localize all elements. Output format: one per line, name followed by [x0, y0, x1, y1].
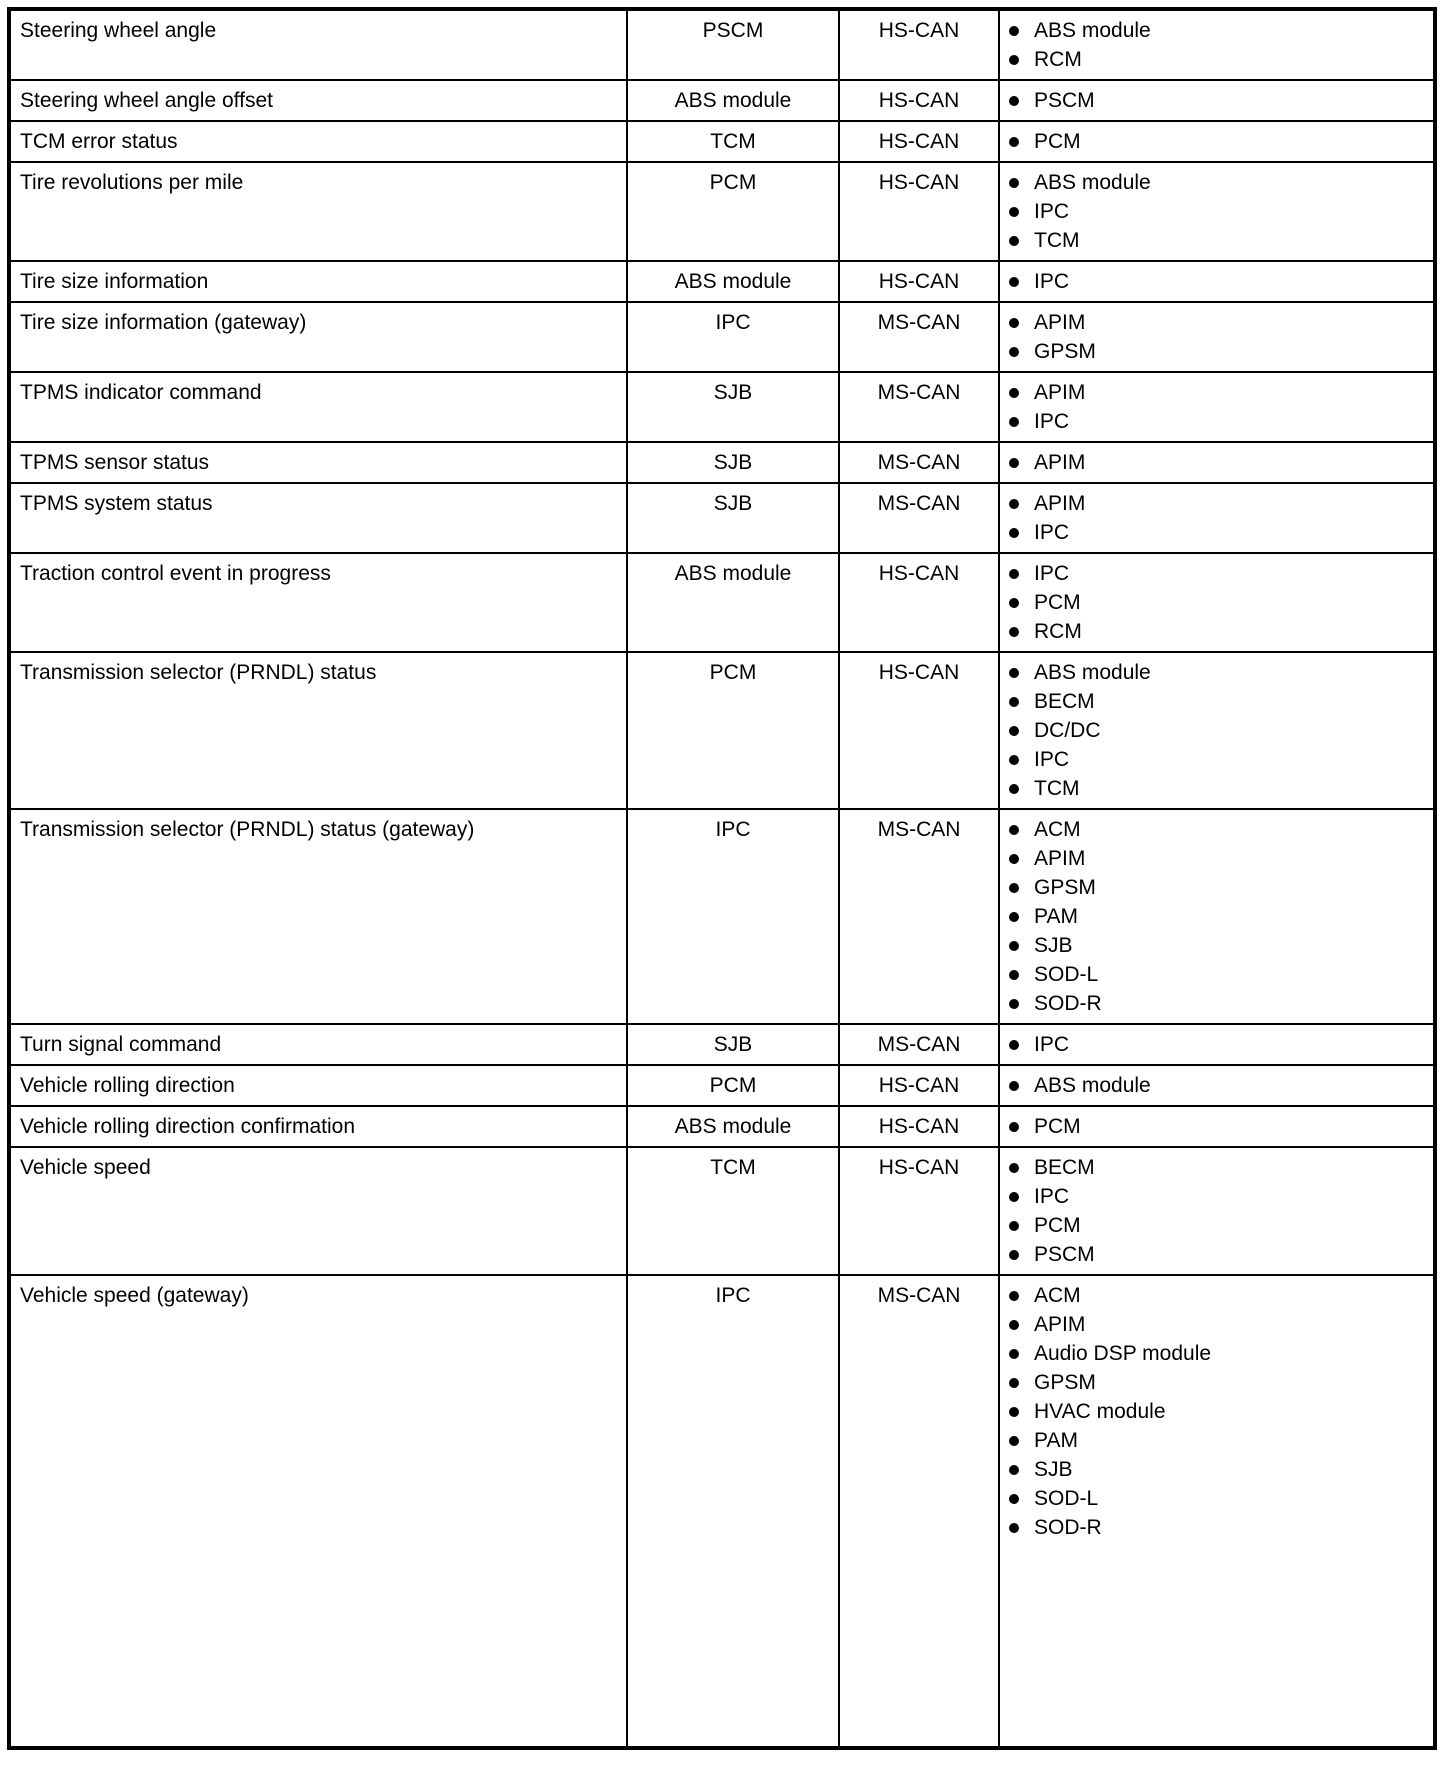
table-row	[9, 261, 1435, 302]
bullet-icon	[1009, 96, 1019, 106]
receiver-label: IPC	[1034, 1185, 1070, 1208]
bullet-icon	[1009, 1320, 1019, 1330]
origin-module-cell: PCM	[627, 162, 839, 261]
receiver-item	[1009, 16, 1424, 45]
network-cell: HS-CAN	[839, 162, 999, 261]
origin-module-cell: ABS module	[627, 80, 839, 121]
table-row	[9, 652, 1435, 809]
bullet-icon	[1009, 627, 1019, 637]
receiver-label: APIM	[1034, 381, 1086, 404]
receiver-item	[1009, 658, 1424, 687]
receiver-item	[1009, 716, 1424, 745]
receiver-item	[1009, 86, 1424, 115]
network-cell: MS-CAN	[839, 302, 999, 372]
bullet-icon	[1009, 854, 1019, 864]
receiver-label: PCM	[1034, 130, 1081, 153]
message-cell: Turn signal command	[9, 1024, 627, 1065]
bullet-icon	[1009, 1221, 1019, 1231]
receiver-item	[1009, 687, 1424, 716]
receiver-label: RCM	[1034, 48, 1082, 71]
table-row	[9, 1147, 1435, 1275]
receiver-label: ABS module	[1034, 171, 1151, 194]
network-cell: HS-CAN	[839, 553, 999, 652]
table-row	[9, 809, 1435, 1024]
receiver-label: IPC	[1034, 562, 1070, 585]
network-cell: HS-CAN	[839, 121, 999, 162]
receiver-item	[1009, 45, 1424, 74]
message-cell: Vehicle speed (gateway)	[9, 1275, 627, 1748]
receiver-label: IPC	[1034, 1033, 1070, 1056]
receiver-item	[1009, 1240, 1424, 1269]
message-cell: Traction control event in progress	[9, 553, 627, 652]
receiver-label: APIM	[1034, 451, 1086, 474]
receiver-label: IPC	[1034, 270, 1070, 293]
bullet-icon	[1009, 26, 1019, 36]
bullet-icon	[1009, 318, 1019, 328]
receiver-label: PSCM	[1034, 89, 1095, 112]
table-row	[9, 302, 1435, 372]
receiver-item	[1009, 774, 1424, 803]
receiver-item	[1009, 931, 1424, 960]
receiver-label: APIM	[1034, 492, 1086, 515]
network-cell: MS-CAN	[839, 1275, 999, 1748]
receiver-label: IPC	[1034, 521, 1070, 544]
bullet-icon	[1009, 1192, 1019, 1202]
receiver-item	[1009, 902, 1424, 931]
bullet-icon	[1009, 1081, 1019, 1091]
network-cell: HS-CAN	[839, 1065, 999, 1106]
receiver-label: PAM	[1034, 905, 1078, 928]
bullet-icon	[1009, 1494, 1019, 1504]
receivers-cell	[999, 9, 1435, 80]
network-cell: HS-CAN	[839, 9, 999, 80]
origin-module-cell: PCM	[627, 652, 839, 809]
network-cell: HS-CAN	[839, 1106, 999, 1147]
receiver-label: PSCM	[1034, 1243, 1095, 1266]
bullet-icon	[1009, 912, 1019, 922]
table-row	[9, 1106, 1435, 1147]
message-cell: Vehicle rolling direction confirmation	[9, 1106, 627, 1147]
bullet-icon	[1009, 1122, 1019, 1132]
bullet-icon	[1009, 236, 1019, 246]
receiver-label: ABS module	[1034, 661, 1151, 684]
bullet-icon	[1009, 528, 1019, 538]
receiver-label: ACM	[1034, 1284, 1081, 1307]
message-cell: Transmission selector (PRNDL) status (gateway)	[9, 809, 627, 1024]
receiver-item	[1009, 1071, 1424, 1100]
receiver-item	[1009, 745, 1424, 774]
message-cell: Steering wheel angle	[9, 9, 627, 80]
table-row	[9, 372, 1435, 442]
message-cell: Transmission selector (PRNDL) status	[9, 652, 627, 809]
origin-module-cell: SJB	[627, 483, 839, 553]
receiver-item	[1009, 226, 1424, 255]
receivers-cell	[999, 162, 1435, 261]
bullet-icon	[1009, 1349, 1019, 1359]
receiver-item	[1009, 1397, 1424, 1426]
bullet-icon	[1009, 883, 1019, 893]
message-cell: TPMS sensor status	[9, 442, 627, 483]
bullet-icon	[1009, 668, 1019, 678]
receiver-item	[1009, 960, 1424, 989]
table-row	[9, 1275, 1435, 1748]
receivers-cell	[999, 1147, 1435, 1275]
receiver-label: HVAC module	[1034, 1400, 1166, 1423]
receiver-item	[1009, 989, 1424, 1018]
receiver-item	[1009, 1310, 1424, 1339]
bullet-icon	[1009, 417, 1019, 427]
origin-module-cell: SJB	[627, 442, 839, 483]
receiver-label: APIM	[1034, 847, 1086, 870]
table-row	[9, 553, 1435, 652]
receiver-label: PCM	[1034, 1214, 1081, 1237]
receiver-label: DC/DC	[1034, 719, 1101, 742]
receiver-label: ACM	[1034, 818, 1081, 841]
bullet-icon	[1009, 388, 1019, 398]
receiver-label: BECM	[1034, 690, 1095, 713]
receiver-item	[1009, 1484, 1424, 1513]
bullet-icon	[1009, 569, 1019, 579]
receiver-item	[1009, 1281, 1424, 1310]
receiver-label: PCM	[1034, 1115, 1081, 1138]
origin-module-cell: ABS module	[627, 553, 839, 652]
receivers-cell	[999, 1275, 1435, 1748]
receiver-label: SOD-R	[1034, 992, 1102, 1015]
receiver-item	[1009, 1426, 1424, 1455]
receiver-label: PCM	[1034, 591, 1081, 614]
receivers-cell	[999, 80, 1435, 121]
receiver-label: SOD-R	[1034, 1516, 1102, 1539]
receiver-label: Audio DSP module	[1034, 1342, 1212, 1365]
origin-module-cell: PSCM	[627, 9, 839, 80]
receiver-label: IPC	[1034, 410, 1070, 433]
network-cell: MS-CAN	[839, 809, 999, 1024]
receiver-item	[1009, 815, 1424, 844]
receiver-label: SJB	[1034, 1458, 1073, 1481]
receivers-cell	[999, 553, 1435, 652]
bullet-icon	[1009, 825, 1019, 835]
receiver-label: IPC	[1034, 200, 1070, 223]
bullet-icon	[1009, 1465, 1019, 1475]
receiver-item	[1009, 873, 1424, 902]
receiver-item	[1009, 518, 1424, 547]
table-row	[9, 1024, 1435, 1065]
bullet-icon	[1009, 784, 1019, 794]
bullet-icon	[1009, 697, 1019, 707]
bullet-icon	[1009, 1250, 1019, 1260]
bullet-icon	[1009, 999, 1019, 1009]
message-cell: Vehicle speed	[9, 1147, 627, 1275]
receivers-cell	[999, 1024, 1435, 1065]
receiver-item	[1009, 308, 1424, 337]
network-cell: HS-CAN	[839, 652, 999, 809]
table-row	[9, 483, 1435, 553]
bullet-icon	[1009, 1407, 1019, 1417]
message-cell: TCM error status	[9, 121, 627, 162]
receiver-item	[1009, 1112, 1424, 1141]
receiver-item	[1009, 197, 1424, 226]
receiver-item	[1009, 1339, 1424, 1368]
message-cell: Steering wheel angle offset	[9, 80, 627, 121]
network-cell: MS-CAN	[839, 372, 999, 442]
bullet-icon	[1009, 1523, 1019, 1533]
receivers-cell	[999, 302, 1435, 372]
receivers-cell	[999, 809, 1435, 1024]
bullet-icon	[1009, 458, 1019, 468]
bullet-icon	[1009, 1378, 1019, 1388]
bullet-icon	[1009, 137, 1019, 147]
receiver-label: APIM	[1034, 1313, 1086, 1336]
receiver-item	[1009, 844, 1424, 873]
origin-module-cell: IPC	[627, 1275, 839, 1748]
message-cell: TPMS system status	[9, 483, 627, 553]
table-row	[9, 442, 1435, 483]
receiver-item	[1009, 267, 1424, 296]
receiver-label: IPC	[1034, 748, 1070, 771]
receivers-cell	[999, 1065, 1435, 1106]
bullet-icon	[1009, 726, 1019, 736]
message-cell: Tire size information (gateway)	[9, 302, 627, 372]
receiver-label: TCM	[1034, 777, 1080, 800]
receiver-label: ABS module	[1034, 19, 1151, 42]
receiver-item	[1009, 1182, 1424, 1211]
network-cell: MS-CAN	[839, 1024, 999, 1065]
receivers-cell	[999, 442, 1435, 483]
origin-module-cell: SJB	[627, 1024, 839, 1065]
table-row	[9, 121, 1435, 162]
table-row	[9, 1065, 1435, 1106]
network-cell: HS-CAN	[839, 261, 999, 302]
receiver-item	[1009, 127, 1424, 156]
bullet-icon	[1009, 941, 1019, 951]
bullet-icon	[1009, 970, 1019, 980]
receiver-label: APIM	[1034, 311, 1086, 334]
receiver-label: GPSM	[1034, 876, 1096, 899]
receiver-item	[1009, 407, 1424, 436]
receiver-item	[1009, 1211, 1424, 1240]
bullet-icon	[1009, 178, 1019, 188]
receiver-label: PAM	[1034, 1429, 1078, 1452]
origin-module-cell: IPC	[627, 809, 839, 1024]
bullet-icon	[1009, 1291, 1019, 1301]
origin-module-cell: PCM	[627, 1065, 839, 1106]
bullet-icon	[1009, 277, 1019, 287]
bullet-icon	[1009, 55, 1019, 65]
origin-module-cell: ABS module	[627, 1106, 839, 1147]
network-cell: MS-CAN	[839, 483, 999, 553]
bullet-icon	[1009, 1040, 1019, 1050]
message-cell: Vehicle rolling direction	[9, 1065, 627, 1106]
message-cell: TPMS indicator command	[9, 372, 627, 442]
receiver-item	[1009, 448, 1424, 477]
receiver-label: SJB	[1034, 934, 1073, 957]
bullet-icon	[1009, 1163, 1019, 1173]
receiver-label: SOD-L	[1034, 963, 1099, 986]
table-row	[9, 162, 1435, 261]
receiver-item	[1009, 617, 1424, 646]
receiver-item	[1009, 378, 1424, 407]
receivers-cell	[999, 652, 1435, 809]
receiver-label: GPSM	[1034, 1371, 1096, 1394]
receiver-label: RCM	[1034, 620, 1082, 643]
receiver-item	[1009, 1455, 1424, 1484]
network-cell: HS-CAN	[839, 1147, 999, 1275]
receiver-item	[1009, 1513, 1424, 1542]
receiver-item	[1009, 1030, 1424, 1059]
bullet-icon	[1009, 499, 1019, 509]
origin-module-cell: TCM	[627, 121, 839, 162]
network-table-body	[9, 9, 1435, 1748]
receiver-label: BECM	[1034, 1156, 1095, 1179]
bullet-icon	[1009, 347, 1019, 357]
origin-module-cell: SJB	[627, 372, 839, 442]
receiver-label: ABS module	[1034, 1074, 1151, 1097]
receivers-cell	[999, 1106, 1435, 1147]
receiver-item	[1009, 337, 1424, 366]
message-cell: Tire revolutions per mile	[9, 162, 627, 261]
receiver-item	[1009, 559, 1424, 588]
bullet-icon	[1009, 1436, 1019, 1446]
receiver-item	[1009, 1153, 1424, 1182]
receiver-item	[1009, 489, 1424, 518]
receivers-cell	[999, 261, 1435, 302]
receiver-item	[1009, 1368, 1424, 1397]
origin-module-cell: ABS module	[627, 261, 839, 302]
network-message-table	[7, 7, 1437, 1750]
network-cell: HS-CAN	[839, 80, 999, 121]
receivers-cell	[999, 372, 1435, 442]
table-row	[9, 80, 1435, 121]
receivers-cell	[999, 121, 1435, 162]
network-cell: MS-CAN	[839, 442, 999, 483]
receiver-item	[1009, 588, 1424, 617]
bullet-icon	[1009, 207, 1019, 217]
receiver-label: TCM	[1034, 229, 1080, 252]
receiver-label: GPSM	[1034, 340, 1096, 363]
receiver-item	[1009, 168, 1424, 197]
table-row	[9, 9, 1435, 80]
origin-module-cell: TCM	[627, 1147, 839, 1275]
receiver-label: SOD-L	[1034, 1487, 1099, 1510]
receivers-cell	[999, 483, 1435, 553]
origin-module-cell: IPC	[627, 302, 839, 372]
bullet-icon	[1009, 598, 1019, 608]
bullet-icon	[1009, 755, 1019, 765]
message-cell: Tire size information	[9, 261, 627, 302]
